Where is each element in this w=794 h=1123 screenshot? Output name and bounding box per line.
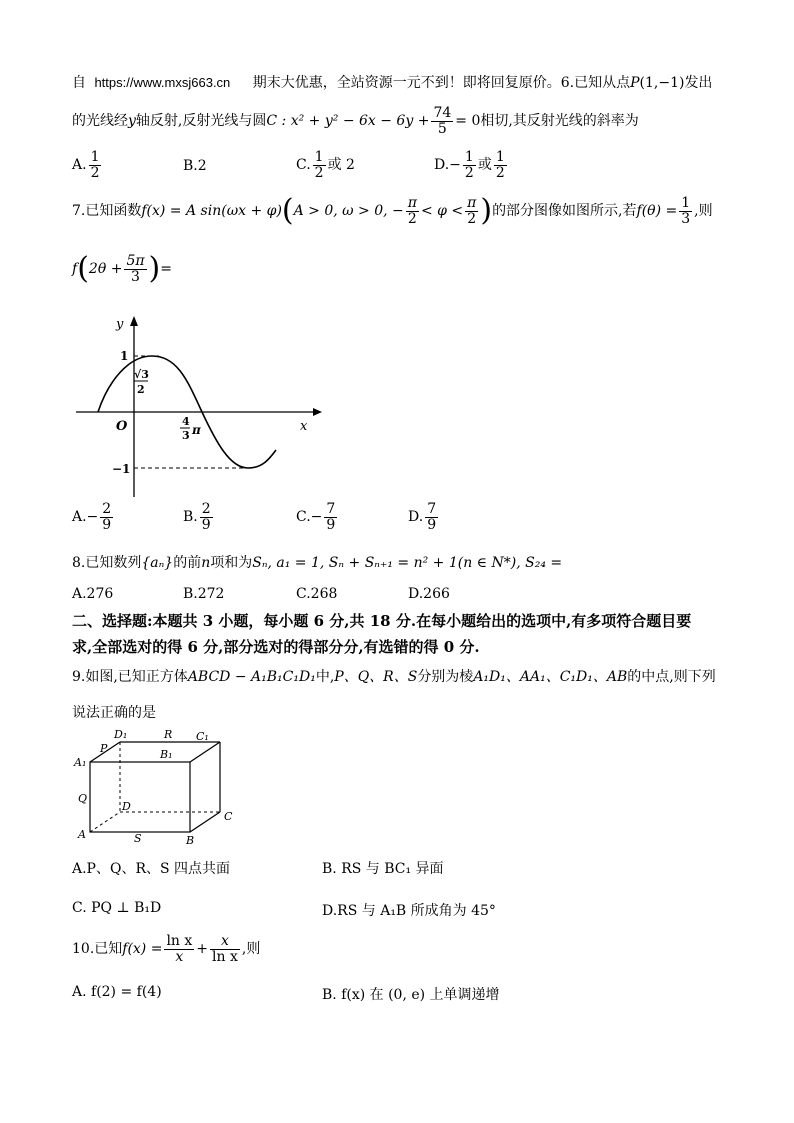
q10-lead: 10.已知: [72, 941, 123, 958]
option-label: D.−: [434, 157, 461, 174]
frac-den: ln x: [212, 948, 238, 965]
edge-AD-hidden: [90, 812, 120, 832]
q8-formula: Sₙ, a₁ = 1, Sₙ + Sₙ₊₁ = n² + 1(n ∈ N*), S₂₄ =: [252, 555, 563, 571]
option-mid: 或: [477, 157, 492, 174]
frac-num: 1: [90, 149, 100, 165]
option-frac: [200, 502, 213, 532]
frac-den: x: [175, 948, 184, 965]
q6-axis: y: [128, 113, 136, 130]
q6-circle-lhs: C : x² + y² − 6x − 6y +: [266, 113, 430, 130]
frac-den: 2: [495, 164, 505, 181]
q9-points: P、Q、R、S: [334, 669, 418, 685]
frac-den: 2: [90, 164, 100, 181]
label-Q: Q: [78, 792, 88, 805]
q10-frac2: [210, 934, 240, 964]
q9-line1-d: 的中点,则下列: [627, 669, 716, 685]
frac-num: ln x: [166, 933, 193, 949]
label-A1: A₁: [74, 756, 87, 769]
q6-option-a[interactable]: [72, 150, 103, 180]
q6-point-p: P: [630, 75, 640, 91]
q10-frac1: [164, 934, 194, 964]
frac-num: π: [407, 195, 417, 211]
q7-ask-f: f: [72, 261, 78, 278]
tick-x-den: 3: [182, 429, 190, 442]
option-tail: 或 2: [327, 157, 355, 174]
q9-option-c[interactable]: C. PQ ⊥ B₁D: [72, 900, 162, 916]
q7-cond-a: A > 0, ω > 0, −: [293, 203, 404, 220]
frac-den: 9: [427, 516, 437, 533]
q7-func: f(x) = A sin(ωx + φ): [141, 203, 282, 220]
q7-lead: 7.已知函数: [72, 203, 142, 220]
option-label: A.: [72, 157, 87, 174]
paren-close: ): [148, 251, 161, 287]
paren-close: ): [480, 193, 493, 229]
q7-option-a[interactable]: [72, 502, 115, 532]
frac-num: 7: [427, 501, 437, 517]
frac-den: 9: [201, 516, 211, 533]
q9-line1: [72, 666, 716, 686]
option-label: B.2: [183, 158, 207, 174]
frac-num: 7: [326, 501, 336, 517]
frac-den: 9: [326, 516, 336, 533]
q7-frac-pi1: [406, 196, 419, 226]
option-label: B.: [183, 509, 198, 526]
paren-open: (: [77, 251, 89, 287]
option-frac: [100, 502, 113, 532]
frac-den: 2: [467, 210, 477, 227]
cube-figure: [70, 728, 233, 847]
x-axis-arrow: [313, 408, 322, 416]
label-S: S: [134, 832, 142, 845]
q9-edges: A₁D₁、AA₁、C₁D₁、AB: [473, 669, 628, 685]
q7-ftheta: f(θ) =: [636, 203, 678, 220]
q10-tail: ,则: [241, 941, 261, 958]
label-B: B: [186, 834, 195, 847]
frac-den: 2: [314, 164, 324, 181]
label-D: D: [122, 800, 131, 813]
q7-ask-frac: [124, 254, 146, 284]
q7-frac-third: [679, 196, 692, 226]
q6-text4: 相切,其反射光线的斜率为: [480, 113, 639, 130]
q8-option-d[interactable]: D.266: [408, 586, 450, 602]
frac-den: 3: [681, 210, 691, 227]
frac-den: 2: [464, 164, 474, 181]
q6-frac: [431, 106, 453, 136]
tick-x-num: 4: [182, 415, 190, 428]
q8-lead: 8.已知数列: [72, 555, 142, 571]
q6-frac-den: 5: [437, 120, 447, 137]
tick-minus-1: −1: [112, 462, 131, 476]
q8-option-a[interactable]: A.276: [72, 586, 114, 602]
option-label: A.−: [72, 509, 99, 526]
y-axis-arrow: [130, 316, 138, 326]
section2-line1: 二、选择题:本题共 3 小题，每小题 6 分,共 18 分.在每小题给出的选项中,有多项符合题目要: [72, 612, 692, 630]
q7-option-d[interactable]: [408, 502, 440, 532]
q7-line1: [72, 193, 713, 229]
q7-text2: ,则: [694, 203, 713, 220]
label-R: R: [164, 728, 173, 741]
q7-ask-eq: =: [160, 261, 172, 278]
q6-start: 6.已知从点: [560, 75, 631, 91]
label-C: C: [224, 810, 233, 823]
header-url[interactable]: https://www.mxsj663.cn: [94, 75, 231, 90]
section2-line2: 求,全部选对的得 6 分,部分选对的得部分分,有选错的得 0 分.: [72, 638, 480, 656]
origin-label: O: [116, 419, 128, 434]
edge-BC: [190, 812, 220, 832]
paren-open: (: [281, 193, 294, 229]
q9-cube: ABCD − A₁B₁C₁D₁: [187, 669, 316, 685]
frac-num: x: [210, 934, 240, 950]
option-frac: [324, 502, 337, 532]
q8-stem: [72, 552, 562, 572]
q6-text2: 的光线经: [72, 113, 128, 130]
frac-num: 1: [681, 195, 691, 211]
frac-num: 2: [201, 501, 211, 517]
edge-B1C1: [190, 742, 220, 762]
q8-text2: 项和为: [210, 555, 253, 571]
tick-sqrt3-den: 2: [137, 383, 145, 396]
option-frac: [313, 150, 326, 180]
q10-plus: +: [196, 941, 209, 958]
q7-frac-pi2: [465, 196, 478, 226]
frac-den: 2: [407, 210, 417, 227]
q10-option-b[interactable]: B. f(x) 在 (0, e) 上单调递增: [322, 987, 500, 1003]
frac-num: 5π: [126, 253, 145, 269]
q9-line1-b: 中,: [315, 669, 335, 685]
label-A: A: [78, 828, 86, 841]
option-frac: [425, 502, 438, 532]
frac-num: 1: [314, 149, 324, 165]
q10-stem: [72, 934, 260, 964]
option-label: C.: [296, 157, 311, 174]
q6-frac-num: 74: [433, 105, 452, 121]
option-label: C.−: [296, 509, 323, 526]
frac-num: 2: [102, 501, 112, 517]
q9-line2: 说法正确的是: [72, 705, 156, 721]
q10-fx: f(x) =: [122, 941, 163, 958]
q6-text1: 发出: [684, 75, 713, 91]
q7-cond-b: < φ <: [420, 203, 464, 220]
frac-den: 3: [131, 268, 140, 285]
option-frac: [89, 150, 102, 180]
q9-option-a[interactable]: A.P、Q、R、S 四点共面: [72, 861, 231, 877]
q7-option-b[interactable]: [183, 502, 215, 532]
q8-option-c[interactable]: C.268: [296, 586, 338, 602]
frac-num: 1: [495, 149, 505, 165]
q6-line2: [72, 106, 639, 136]
q7-text1: 的部分图像如图所示,若: [492, 203, 637, 220]
header-promo: 期末大优惠，全站资源一元不到！即将回复原价。: [252, 75, 561, 91]
frac-den: 9: [102, 516, 112, 533]
option-frac: [494, 150, 507, 180]
q7-option-c[interactable]: [296, 502, 339, 532]
q8-text1: 的前: [173, 555, 202, 571]
label-C1: C₁: [196, 730, 209, 743]
q9-option-d[interactable]: D.RS 与 A₁B 所成角为 45°: [322, 903, 496, 919]
q10-option-a[interactable]: A. f(2) = f(4): [72, 984, 162, 1000]
q9-option-b[interactable]: B. RS 与 BC₁ 异面: [322, 861, 444, 877]
q7-ask-inner: 2θ +: [88, 261, 123, 278]
q6-option-d[interactable]: [434, 150, 509, 180]
header-line: [72, 72, 712, 92]
label-B1: B₁: [160, 748, 173, 761]
q9-line1-c: 分别为棱: [417, 669, 474, 685]
option-label: D.: [408, 509, 424, 526]
header-prefix: 自: [72, 75, 86, 91]
option-frac: [463, 150, 476, 180]
q8-seq: {aₙ}: [141, 555, 174, 571]
frac-num: 1: [464, 149, 474, 165]
q6-option-b[interactable]: [183, 158, 207, 174]
frac-num: π: [467, 195, 477, 211]
sine-graph: [68, 312, 328, 502]
tick-x-pi: π: [192, 423, 201, 437]
q6-text3: 轴反射,反射光线与圆: [135, 113, 267, 130]
tick-1: 1: [120, 349, 129, 363]
tick-sqrt3-num: √3: [134, 368, 149, 381]
label-P: P: [100, 742, 108, 755]
q6-option-c[interactable]: [296, 150, 355, 180]
q6-circle-rhs: = 0: [455, 113, 481, 130]
q6-point-coords: (1,−1): [639, 75, 685, 91]
q9-line1-a: 9.如图,已知正方体: [72, 669, 188, 685]
q8-n: n: [201, 555, 211, 571]
x-label: x: [300, 419, 308, 434]
label-D1: D₁: [114, 728, 128, 741]
q7-line2: [72, 251, 172, 287]
y-label: y: [116, 317, 124, 332]
q8-option-b[interactable]: B.272: [183, 586, 225, 602]
